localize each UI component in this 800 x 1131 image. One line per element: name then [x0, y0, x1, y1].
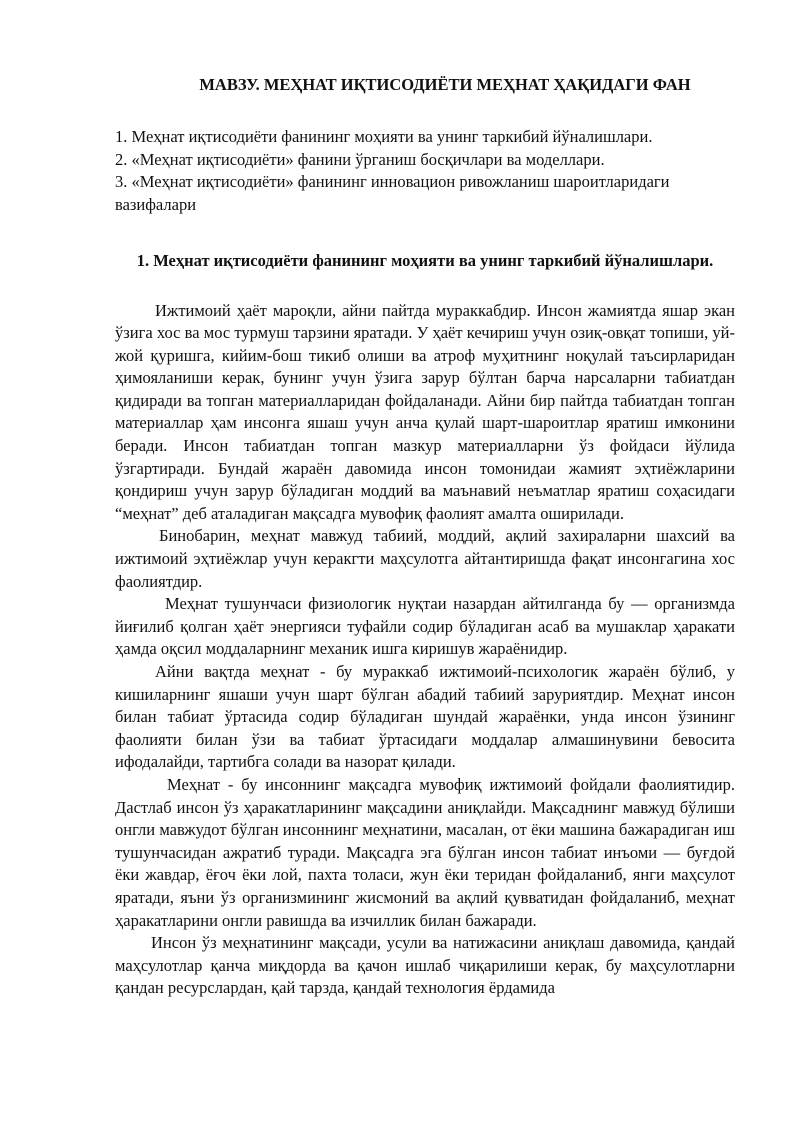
body-paragraph-2: Бинобарин, меҳнат мавжуд табиий, моддий, ақлий захираларни шахсий ва ижтимоий эҳтиёжлар учун керакгти маҳсулотга айтантиришда фақат инсонгагина хос фаолиятдир. — [115, 526, 735, 591]
plan-item-2: 2. «Меҳнат иқтисодиёти» фанини ўрганиш босқичлари ва моделлари. — [115, 149, 605, 169]
body-paragraph-5: Меҳнат - бу инсоннинг мақсадга мувофиқ ижтимоий фойдали фаолиятидир. Дастлаб инсон ўз ҳаракатларининг мақсадини аниқлайди. Мақсаднинг мавжуд бўлиши онгли мавжудот бўлган инсоннинг меҳнатини, масалан, от ёки машина бажарадиган иш тушунчасидан ажратиб туради. Мақсадга эга бўлган инсон табиат инъоми — буғдой ёки жавдар, ёғоч ёки лой, пахта толаси, жун ёки теридан фойдаланиб, янги маҳсулот яратади, яъни ўз организмининг жисмоний ва ақлий қувватидан фойдаланиб, меҳнат ҳаракатларини онгли равишда ва изчиллик билан бажаради. — [115, 774, 735, 930]
plan-item-3: 3. «Меҳнат иқтисодиёти» фанининг инновацион ривожланиш шароитларидаги вазифалари — [115, 172, 670, 214]
section-heading: 1. Меҳнат иқтисодиёти фанининг моҳияти ва унинг таркибий йўналишлари. — [136, 251, 714, 270]
document-title: МАВЗУ. МЕҲНАТ ИҚТИСОДИЁТИ МЕҲНАТ ҲАҚИДАГИ ФАН — [199, 75, 691, 94]
topic-plan-list — [115, 126, 735, 216]
body-paragraph-4: Айни вақтда меҳнат - бу мураккаб ижтимоий-психологик жараён бўлиб, у кишиларнинг яшаши учун шарт бўлган абадий табиий заруриятдир. Меҳнат инсон билан табиат ўртасида содир бўладиган шундай жараёнки, унда инсон ўзининг фаолияти билан ўзи ва табиат ўртасидаги моддалар алмашинувини бевосита ифодалайди, тартибга солади ва назорат қилади. — [115, 662, 735, 772]
body-paragraph-1: Ижтимоий ҳаёт мароқли, айни пайтда мураккабдир. Инсон жамиятда яшар экан ўзига хос ва мос турмуш тарзини яратади. У ҳаёт кечириш учун озиқ-овқат топиши, уй-жой қуришга, кийим-бош тикиб олиши ва атроф муҳитнинг ноқулай таъсирларидан ҳимояланиши керак, бунинг учун ўзига зарур бўлтан барча нарсаларни табиатдан қидиради ва топган материалларидан фойдаланади. Айни бир пайтда табиатдан топган материаллар ҳам инсонга яшаш учун анча қулай шарт-шароитлар яратиш имконини беради. Инсон табиатдан топган мазкур материалларни ўз фойдаси йўлида ўзгартиради. Бундай жараён давомида инсон томонидаи жамият эҳтиёжларини қондириш учун зарур бўладиган моддий ва маънавий неъматлар яратиш соҳасидаги “меҳнат” деб аталадиган мақсадга мувофиқ фаолият амалта оширилади. — [115, 300, 735, 523]
plan-item-1: 1. Меҳнат иқтисодиёти фанининг моҳияти ва унинг таркибий йўналишлари. — [115, 127, 653, 146]
body-paragraph-6: Инсон ўз меҳнатининг мақсади, усули ва натижасини аниқлаш давомида, қандай маҳсулотлар қанча миқдорда ва қачон ишлаб чиқарилиши керак, бу маҳсулотларни қандан ресурслардан, қай тарзда, қандай технология ёрдамида — [115, 933, 735, 998]
body-paragraph-3: Меҳнат тушунчаси физиологик нуқтаи назардан айтилганда бу — организмда йиғилиб қолган ҳаёт энергияси туфайли содир бўладиган асаб ва мушаклар ҳаракати ҳамда оқсил моддаларнинг механик ишга киришув жараёнидир. — [115, 594, 735, 659]
document-page — [115, 72, 735, 1000]
